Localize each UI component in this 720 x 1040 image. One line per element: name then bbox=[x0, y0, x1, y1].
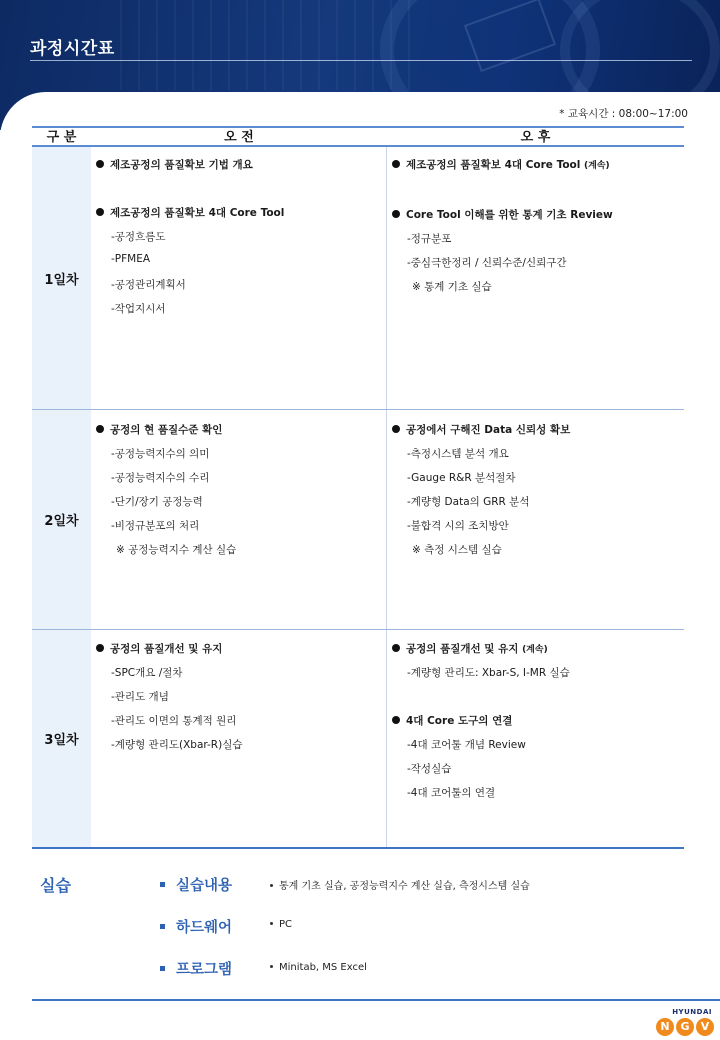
square-bullet-icon bbox=[160, 924, 165, 929]
list-item: -4대 코어툴 개념 Review bbox=[407, 739, 526, 751]
header-morning: 오 전 bbox=[224, 130, 254, 145]
list-item: 제조공정의 품질확보 4대 Core Tool bbox=[96, 205, 284, 220]
list-item: 제조공정의 품질확보 기법 개요 bbox=[96, 157, 253, 172]
morning-cell bbox=[91, 630, 387, 847]
dot-icon bbox=[270, 922, 273, 925]
list-item: 제조공정의 품질확보 4대 Core Tool (계속) bbox=[392, 157, 610, 172]
list-item: -단기/장기 공정능력 bbox=[111, 496, 203, 508]
day-label: 2일차 bbox=[32, 410, 91, 629]
list-item: -측정시스템 분석 개요 bbox=[407, 448, 509, 460]
logo-letter: G bbox=[676, 1018, 694, 1036]
list-item: -공정능력지수의 의미 bbox=[111, 448, 210, 460]
list-item: -계량형 관리도(Xbar-R)실습 bbox=[111, 739, 243, 751]
list-item: -공정능력지수의 수리 bbox=[111, 472, 210, 484]
bullet-icon bbox=[96, 208, 104, 216]
bullet-icon bbox=[392, 716, 400, 724]
list-item: -작업지시서 bbox=[111, 303, 166, 315]
practice-title: 실습 bbox=[40, 876, 71, 895]
header-decoration bbox=[120, 0, 420, 90]
schedule-table bbox=[32, 126, 684, 849]
practice-value: Minitab, MS Excel bbox=[270, 962, 367, 973]
list-item: -작성실습 bbox=[407, 763, 452, 775]
header-division: 구 분 bbox=[46, 130, 77, 145]
list-item: -중심극한정리 / 신뢰수준/신뢰구간 bbox=[407, 257, 567, 269]
morning-cell bbox=[91, 410, 387, 629]
list-item: -계량형 관리도: Xbar-S, I-MR 실습 bbox=[407, 667, 570, 679]
bullet-icon bbox=[392, 160, 400, 168]
dot-icon bbox=[270, 884, 273, 887]
bullet-icon bbox=[96, 425, 104, 433]
practice-label: 실습내용 bbox=[160, 874, 232, 895]
list-item: -관리도 이면의 통계적 원리 bbox=[111, 715, 237, 727]
practice-value: 통계 기초 실습, 공정능력지수 계산 실습, 측정시스템 실습 bbox=[270, 877, 530, 892]
title-divider bbox=[30, 60, 692, 61]
practice-label: 프로그램 bbox=[160, 958, 232, 979]
table-row bbox=[32, 410, 684, 630]
list-item: 공정의 현 품질수준 확인 bbox=[96, 422, 222, 437]
page-title: 과정시간표 bbox=[30, 39, 115, 59]
list-item: 공정에서 구해진 Data 신뢰성 확보 bbox=[392, 422, 570, 437]
square-bullet-icon bbox=[160, 966, 165, 971]
day-label: 3일차 bbox=[32, 630, 91, 847]
logo-letter: N bbox=[656, 1018, 674, 1036]
company-logo bbox=[648, 1008, 714, 1038]
list-item: -비정규분포의 처리 bbox=[111, 520, 200, 532]
footer-divider bbox=[32, 999, 720, 1001]
logo-letter: V bbox=[696, 1018, 714, 1036]
list-item: -Gauge R&R 분석절차 bbox=[407, 472, 516, 484]
list-item: -공정관리계획서 bbox=[111, 279, 186, 291]
square-bullet-icon bbox=[160, 882, 165, 887]
list-item: -PFMEA bbox=[111, 253, 151, 265]
list-item: ※ 측정 시스템 실습 bbox=[412, 544, 502, 556]
list-item: 공정의 품질개선 및 유지 bbox=[96, 641, 222, 656]
morning-cell bbox=[91, 147, 387, 409]
list-item: -4대 코어툴의 연결 bbox=[407, 787, 496, 799]
afternoon-cell bbox=[387, 410, 684, 629]
list-item: -불합격 시의 조치방안 bbox=[407, 520, 509, 532]
list-item: -관리도 개념 bbox=[111, 691, 169, 703]
list-item: ※ 공정능력지수 계산 실습 bbox=[116, 544, 237, 556]
bullet-icon bbox=[392, 644, 400, 652]
list-item: -계량형 Data의 GRR 분석 bbox=[407, 496, 530, 508]
table-row bbox=[32, 147, 684, 410]
day-label: 1일차 bbox=[32, 147, 91, 409]
list-item: 4대 Core 도구의 연결 bbox=[392, 713, 512, 728]
afternoon-cell bbox=[387, 147, 684, 409]
dot-icon bbox=[270, 965, 273, 968]
list-item: -SPC개요 /절차 bbox=[111, 667, 183, 679]
list-item: -정규분포 bbox=[407, 233, 452, 245]
logo-brand: HYUNDAI bbox=[672, 1008, 712, 1016]
bullet-icon bbox=[392, 425, 400, 433]
table-header bbox=[32, 126, 684, 147]
bullet-icon bbox=[96, 160, 104, 168]
list-item: 공정의 품질개선 및 유지 (계속) bbox=[392, 641, 548, 656]
list-item: ※ 통계 기초 실습 bbox=[412, 281, 492, 293]
afternoon-cell bbox=[387, 630, 684, 847]
logo-ngv bbox=[656, 1018, 714, 1036]
header-afternoon: 오 후 bbox=[520, 130, 551, 145]
table-row bbox=[32, 630, 684, 849]
bullet-icon bbox=[392, 210, 400, 218]
bullet-icon bbox=[96, 644, 104, 652]
practice-value: PC bbox=[270, 919, 292, 930]
practice-label: 하드웨어 bbox=[160, 916, 232, 937]
list-item: -공정흐름도 bbox=[111, 231, 166, 243]
hours-note: * 교육시간 : 08:00~17:00 bbox=[559, 108, 688, 120]
list-item: Core Tool 이해를 위한 통계 기초 Review bbox=[392, 207, 613, 222]
